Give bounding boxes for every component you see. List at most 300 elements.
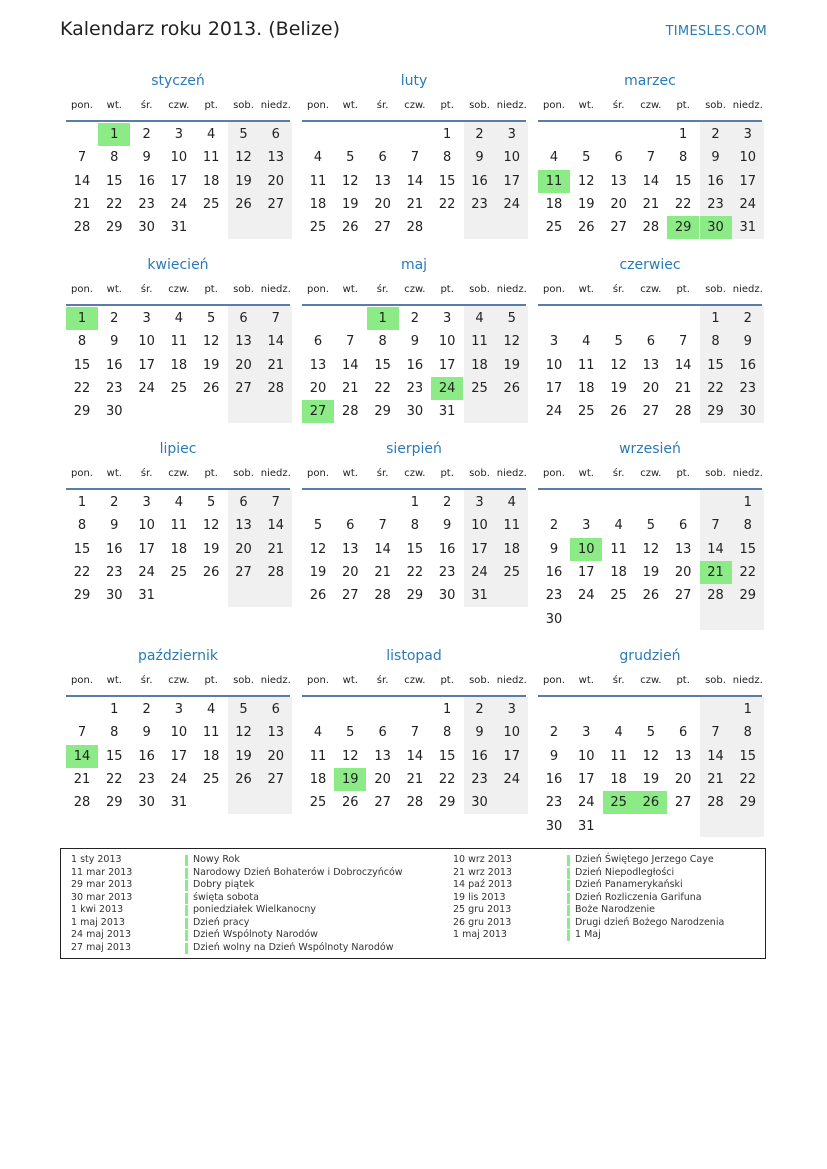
day: 6 — [378, 725, 387, 741]
weekday-label: pon. — [543, 284, 565, 295]
weekday-label: pon. — [71, 284, 93, 295]
day: 7 — [77, 150, 87, 166]
day: 16 — [739, 357, 757, 373]
weekday-label: pon. — [307, 468, 329, 479]
weekday-label: śr. — [140, 284, 153, 295]
day: 1 — [743, 495, 752, 510]
day: 23 — [406, 380, 424, 396]
day: 8 — [77, 334, 87, 350]
day-grid — [538, 490, 762, 634]
day: 28 — [374, 588, 391, 604]
day: 10 — [503, 150, 521, 166]
holiday-marker — [185, 893, 188, 904]
weekday-label: pon. — [543, 468, 565, 479]
day: 9 — [410, 334, 420, 350]
day: 30 — [406, 404, 424, 420]
day: 13 — [674, 541, 692, 557]
day: 14 — [406, 173, 424, 189]
day: 8 — [679, 150, 688, 166]
day: 5 — [614, 334, 623, 350]
day: 2 — [475, 702, 484, 717]
day: 7 — [410, 150, 420, 166]
day: 14 — [642, 173, 660, 189]
day: 20 — [235, 541, 252, 557]
day: 27 — [267, 196, 285, 212]
day: 15 — [438, 748, 456, 764]
day: 17 — [545, 380, 563, 396]
weekday-label: pon. — [307, 284, 329, 295]
day: 30 — [471, 795, 488, 811]
day: 3 — [174, 702, 184, 717]
day: 28 — [342, 404, 359, 420]
day: 2 — [142, 702, 151, 717]
day: 31 — [578, 818, 595, 834]
day: 23 — [545, 795, 563, 811]
day: 29 — [406, 588, 424, 604]
day: 11 — [202, 150, 220, 166]
day: 5 — [313, 518, 323, 534]
day: 29 — [106, 220, 123, 236]
day: 30 — [545, 818, 563, 834]
day: 27 — [374, 795, 391, 811]
day: 9 — [475, 150, 484, 166]
day: 5 — [239, 702, 248, 717]
holiday-marker — [567, 930, 570, 941]
day: 27 — [374, 220, 391, 236]
day: 5 — [207, 495, 216, 510]
day: 4 — [313, 725, 323, 741]
weekday-header — [66, 97, 290, 122]
holiday-name: Dobry piątek — [193, 879, 255, 890]
month — [66, 645, 290, 841]
weekday-label: pon. — [543, 675, 565, 686]
day: 22 — [106, 771, 123, 787]
day: 15 — [739, 748, 757, 764]
weekday-label: niedz. — [260, 100, 291, 111]
day: 23 — [471, 196, 488, 212]
day: 10 — [138, 518, 155, 534]
day: 7 — [679, 334, 688, 350]
day: 7 — [711, 725, 720, 741]
day: 26 — [309, 588, 327, 604]
holiday-name: 1 Maj — [575, 929, 601, 940]
day: 17 — [503, 748, 521, 764]
weekday-label: czw. — [640, 675, 662, 686]
weekday-label: niedz. — [732, 284, 763, 295]
weekday-label: niedz. — [260, 675, 291, 686]
weekday-label: pt. — [204, 100, 218, 111]
weekday-label: pt. — [676, 675, 690, 686]
day: 11 — [503, 518, 521, 534]
day: 7 — [271, 495, 280, 510]
month — [66, 254, 290, 450]
day: 12 — [503, 334, 521, 350]
day: 3 — [507, 127, 516, 142]
day: 21 — [267, 541, 285, 557]
day: 8 — [378, 334, 387, 350]
holiday-day: 21 — [700, 561, 732, 584]
day: 21 — [406, 196, 424, 212]
holiday-date: 1 maj 2013 — [453, 929, 507, 940]
day: 30 — [138, 220, 155, 236]
day: 16 — [106, 357, 123, 373]
month-name: październik — [138, 648, 218, 664]
weekday-label: czw. — [640, 284, 662, 295]
day: 18 — [578, 380, 595, 396]
day: 11 — [610, 541, 627, 557]
day: 29 — [374, 404, 391, 420]
day: 29 — [438, 795, 456, 811]
day: 3 — [174, 127, 184, 142]
day: 17 — [138, 357, 155, 373]
day: 6 — [378, 150, 387, 166]
day: 14 — [406, 748, 424, 764]
day: 25 — [170, 380, 188, 396]
day: 22 — [438, 771, 456, 787]
day: 11 — [170, 334, 188, 350]
weekday-label: niedz. — [260, 284, 291, 295]
day: 17 — [170, 748, 188, 764]
day: 21 — [406, 771, 424, 787]
day: 27 — [235, 380, 252, 396]
day: 9 — [142, 150, 151, 166]
day: 6 — [646, 334, 656, 350]
day: 17 — [578, 771, 595, 787]
day: 12 — [235, 725, 252, 741]
day: 23 — [545, 588, 563, 604]
day: 6 — [271, 127, 280, 142]
day: 7 — [646, 150, 656, 166]
weekday-header — [302, 281, 526, 306]
day: 17 — [138, 541, 155, 557]
day: 24 — [170, 771, 188, 787]
day: 4 — [313, 150, 323, 166]
month — [66, 438, 290, 634]
day: 15 — [106, 173, 123, 189]
day: 9 — [743, 334, 752, 350]
day: 9 — [110, 334, 119, 350]
day: 4 — [475, 311, 484, 326]
day: 8 — [743, 725, 752, 741]
day: 18 — [471, 357, 488, 373]
weekday-label: śr. — [376, 100, 389, 111]
day: 1 — [679, 127, 688, 142]
day: 13 — [235, 518, 252, 534]
day: 20 — [309, 380, 327, 396]
weekday-label: czw. — [404, 284, 426, 295]
day: 23 — [739, 380, 757, 396]
day: 28 — [406, 795, 424, 811]
holiday-marker — [185, 905, 188, 916]
day: 10 — [503, 725, 521, 741]
weekday-label: pt. — [440, 468, 454, 479]
holiday-day: 1 — [66, 307, 98, 330]
day: 5 — [646, 725, 656, 741]
holiday-marker — [185, 868, 188, 879]
day: 22 — [374, 380, 391, 396]
holiday-name: Dzień Niepodległości — [575, 866, 675, 878]
day: 16 — [406, 357, 424, 373]
day: 8 — [110, 150, 119, 166]
day: 30 — [106, 588, 123, 604]
day: 12 — [642, 748, 660, 764]
day-grid — [538, 122, 762, 266]
weekday-label: czw. — [168, 468, 190, 479]
weekday-label: wt. — [106, 675, 122, 686]
day: 24 — [503, 196, 521, 212]
day: 27 — [642, 404, 660, 420]
holiday-name: Nowy Rok — [193, 854, 240, 865]
weekday-label: pt. — [440, 284, 454, 295]
day: 2 — [443, 495, 452, 510]
day: 18 — [170, 357, 188, 373]
day: 18 — [503, 541, 521, 557]
weekday-header — [538, 465, 762, 490]
day: 19 — [342, 196, 359, 212]
day: 16 — [471, 173, 488, 189]
day: 3 — [582, 518, 591, 534]
holiday-name: Dzień Rozliczenia Garifuna — [575, 891, 702, 903]
day: 28 — [73, 795, 91, 811]
holiday-day: 1 — [367, 307, 399, 330]
day: 19 — [235, 748, 252, 764]
day: 27 — [267, 771, 285, 787]
holiday-marker — [567, 893, 570, 904]
weekday-label: wt. — [578, 468, 594, 479]
day: 11 — [309, 748, 327, 764]
weekday-label: pon. — [71, 100, 93, 111]
weekday-label: sob. — [233, 468, 254, 479]
day: 26 — [610, 404, 627, 420]
weekday-label: wt. — [342, 100, 358, 111]
day: 22 — [438, 196, 456, 212]
day: 13 — [267, 150, 285, 166]
day: 2 — [142, 127, 151, 142]
brand-link[interactable]: TIMESLES.COM — [665, 24, 767, 39]
day: 10 — [545, 357, 563, 373]
day: 18 — [610, 771, 627, 787]
day-grid — [538, 306, 762, 450]
day: 24 — [471, 564, 488, 580]
day: 25 — [202, 771, 220, 787]
holiday-day: 1 — [98, 123, 130, 146]
month — [302, 438, 526, 634]
day: 15 — [374, 357, 391, 373]
day: 16 — [138, 173, 155, 189]
day: 26 — [235, 771, 252, 787]
day: 6 — [679, 518, 688, 534]
day: 7 — [378, 518, 387, 534]
holiday-marker — [567, 880, 570, 891]
weekday-label: niedz. — [260, 468, 291, 479]
day: 30 — [545, 611, 563, 627]
day: 20 — [235, 357, 252, 373]
day: 12 — [202, 334, 220, 350]
day: 20 — [642, 380, 660, 396]
month — [302, 70, 526, 266]
day: 28 — [642, 220, 660, 236]
day: 10 — [138, 334, 155, 350]
weekday-label: pt. — [204, 468, 218, 479]
weekday-label: sob. — [705, 284, 726, 295]
day: 12 — [342, 173, 359, 189]
holiday-day: 24 — [431, 377, 463, 400]
day: 8 — [110, 725, 119, 741]
weekday-label: pon. — [71, 675, 93, 686]
day: 19 — [642, 564, 660, 580]
day: 24 — [503, 771, 521, 787]
holiday-day: 30 — [700, 216, 732, 239]
holiday-date: 29 mar 2013 — [71, 879, 133, 890]
day: 26 — [342, 220, 359, 236]
weekday-label: pt. — [676, 100, 690, 111]
holiday-date: 30 mar 2013 — [71, 891, 133, 903]
day: 9 — [549, 748, 559, 764]
day: 14 — [707, 748, 724, 764]
day: 24 — [138, 380, 155, 396]
month-name: sierpień — [386, 441, 442, 457]
day: 19 — [202, 541, 220, 557]
month — [538, 70, 762, 266]
day: 17 — [503, 173, 521, 189]
weekday-label: pt. — [440, 100, 454, 111]
day: 19 — [202, 357, 220, 373]
weekday-label: niedz. — [496, 100, 527, 111]
day: 23 — [471, 771, 488, 787]
day-grid — [66, 306, 290, 450]
day: 13 — [610, 173, 627, 189]
weekday-label: pon. — [71, 468, 93, 479]
holiday-date: 21 wrz 2013 — [453, 866, 512, 878]
holiday-name: Dzień wolny na Dzień Wspólnoty Narodów — [193, 941, 394, 953]
holiday-date: 27 maj 2013 — [71, 941, 132, 953]
day: 16 — [471, 748, 488, 764]
day: 12 — [309, 541, 327, 557]
day-grid — [302, 697, 526, 841]
day: 13 — [642, 357, 660, 373]
day: 31 — [739, 220, 757, 236]
day: 2 — [110, 311, 119, 326]
day: 4 — [207, 702, 216, 717]
holiday-marker — [567, 905, 570, 916]
day: 22 — [106, 196, 123, 212]
month-name: listopad — [386, 648, 442, 664]
day: 13 — [374, 748, 391, 764]
day: 20 — [674, 771, 692, 787]
day: 12 — [642, 541, 660, 557]
weekday-label: czw. — [640, 468, 662, 479]
weekday-label: pon. — [543, 100, 565, 111]
day: 1 — [77, 495, 87, 510]
day: 22 — [739, 564, 757, 580]
day: 5 — [207, 311, 216, 326]
weekday-label: wt. — [578, 100, 594, 111]
day: 27 — [674, 588, 692, 604]
weekday-label: niedz. — [732, 100, 763, 111]
day: 28 — [674, 404, 692, 420]
day: 17 — [471, 541, 488, 557]
day: 13 — [235, 334, 252, 350]
day: 2 — [711, 127, 720, 142]
weekday-label: wt. — [106, 468, 122, 479]
day: 23 — [138, 196, 155, 212]
month-name: luty — [400, 73, 428, 89]
month — [66, 70, 290, 266]
day: 28 — [707, 795, 724, 811]
weekday-label: pt. — [676, 468, 690, 479]
holiday-marker — [567, 855, 570, 866]
day: 27 — [235, 564, 252, 580]
day: 6 — [271, 702, 280, 717]
day: 20 — [267, 748, 285, 764]
day: 5 — [582, 150, 591, 166]
weekday-label: niedz. — [732, 675, 763, 686]
day: 29 — [739, 588, 757, 604]
day: 29 — [73, 404, 91, 420]
holiday-name: Dzień Panamerykański — [575, 879, 683, 890]
day-grid — [302, 306, 526, 450]
day: 4 — [507, 495, 516, 510]
day: 28 — [267, 380, 285, 396]
day: 9 — [475, 725, 484, 741]
month-name: wrzesień — [619, 441, 681, 457]
weekday-label: pt. — [440, 675, 454, 686]
holiday-date: 14 paź 2013 — [453, 879, 513, 890]
day: 24 — [739, 196, 757, 212]
holiday-date: 26 gru 2013 — [453, 916, 512, 928]
day: 25 — [309, 795, 327, 811]
day: 4 — [174, 311, 184, 326]
day: 22 — [674, 196, 692, 212]
weekday-header — [302, 465, 526, 490]
weekday-header — [302, 97, 526, 122]
day: 8 — [443, 150, 452, 166]
day: 21 — [342, 380, 359, 396]
month-name: marzec — [624, 73, 676, 89]
day: 14 — [674, 357, 692, 373]
weekday-label: sob. — [469, 284, 490, 295]
holiday-date: 10 wrz 2013 — [453, 854, 512, 865]
weekday-header — [538, 97, 762, 122]
day: 3 — [743, 127, 752, 142]
day: 7 — [77, 725, 87, 741]
day: 22 — [707, 380, 724, 396]
day: 2 — [410, 311, 420, 326]
day: 4 — [614, 518, 623, 534]
day: 31 — [170, 220, 188, 236]
month-name: maj — [400, 257, 428, 273]
day: 31 — [438, 404, 456, 420]
day: 24 — [170, 196, 188, 212]
day: 21 — [642, 196, 660, 212]
day: 7 — [346, 334, 355, 350]
day: 23 — [707, 196, 724, 212]
day: 3 — [475, 495, 484, 510]
holiday-marker — [185, 930, 188, 941]
holiday-date: 25 gru 2013 — [453, 904, 512, 915]
day: 24 — [578, 795, 595, 811]
holiday-day: 29 — [667, 216, 699, 239]
day: 26 — [202, 564, 220, 580]
day: 14 — [707, 541, 724, 557]
day: 17 — [170, 173, 188, 189]
day: 12 — [578, 173, 595, 189]
weekday-label: pt. — [676, 284, 690, 295]
day: 17 — [578, 564, 595, 580]
day: 1 — [743, 702, 752, 717]
day: 23 — [138, 771, 155, 787]
day-grid — [66, 122, 290, 266]
